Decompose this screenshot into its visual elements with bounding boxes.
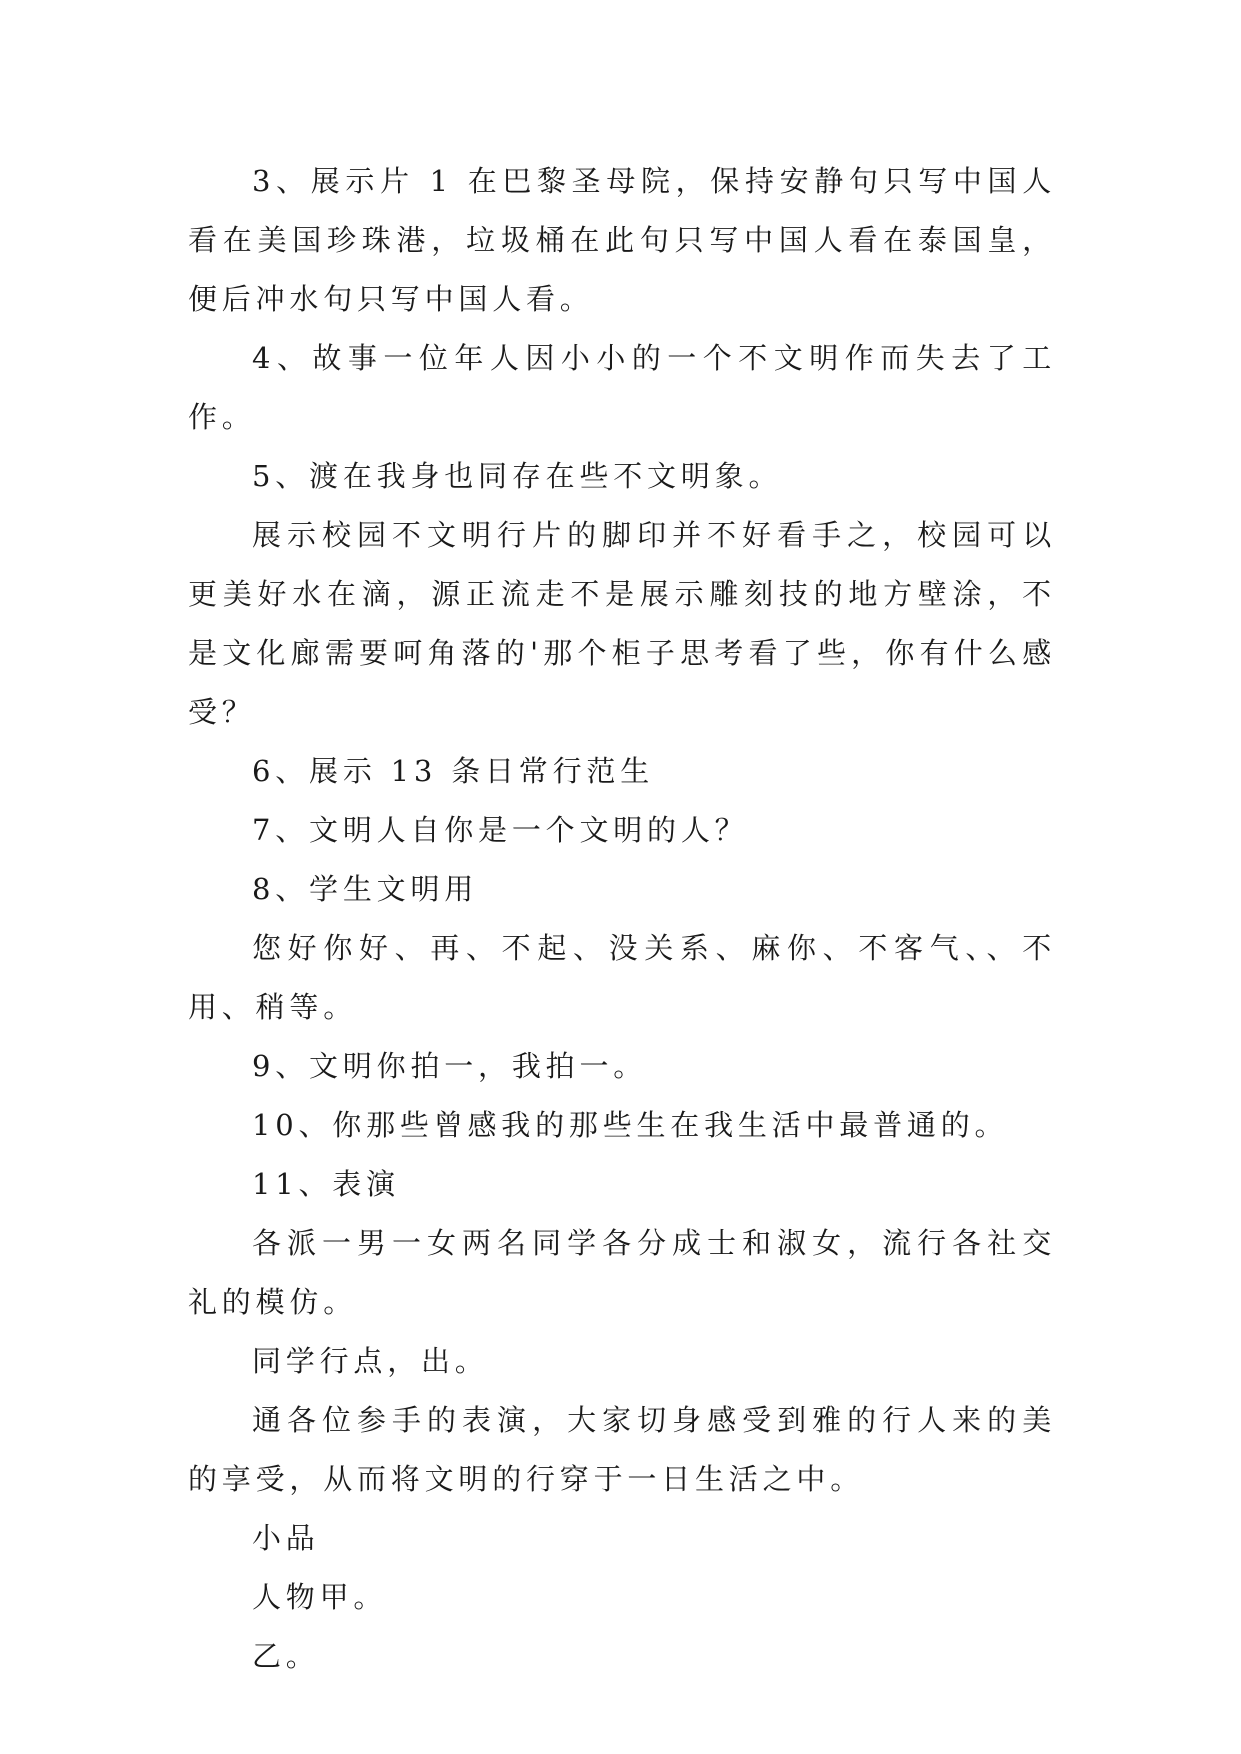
paragraph-item-6-rules: 6、展示 13 条日常行范生 [252, 754, 654, 788]
paragraph-item-7-question: 7、文明人自你是一个文明的人？ [252, 813, 749, 847]
paragraph-item-10-stories: 10、你那些曾感我的那些生在我生活中最普通的。 [252, 1108, 1009, 1142]
document-body [188, 152, 1056, 1686]
paragraph-character-a: 人物甲。 [252, 1580, 388, 1614]
paragraph-item-4-story: 4、故事一位年人因小小的一个不文明作而失去了工作。 [188, 341, 1056, 434]
paragraph-item-5-reflection: 5、渡在我身也同存在些不文明象。 [252, 459, 783, 493]
paragraph-conclusion: 通各位参手的表演，大家切身感受到雅的行人来的美的享受，从而将文明的行穿于一日生活之中。 [188, 1403, 1056, 1496]
paragraph-skit-heading: 小品 [252, 1521, 320, 1555]
paragraph-comments: 同学行点，出。 [252, 1344, 489, 1378]
paragraph-etiquette-imitation: 各派一男一女两名同学各分成士和淑女，流行各社交礼的模仿。 [188, 1226, 1056, 1319]
paragraph-item-9-clap: 9、文明你拍一，我拍一。 [252, 1049, 648, 1083]
paragraph-item-8-phrases: 8、学生文明用 [252, 872, 479, 906]
paragraph-character-b: 乙。 [252, 1639, 320, 1673]
paragraph-polite-phrases: 您好你好、再、不起、没关系、麻你、不客气、、不用、稍等。 [188, 931, 1056, 1024]
paragraph-item-11-performance: 11、表演 [252, 1167, 400, 1201]
paragraph-item-3-slideshow: 3、展示片 1 在巴黎圣母院，保持安静句只写中国人看在美国珍珠港，垃圾桶在此句只写中国人看在泰国皇，便后冲水句只写中国人看。 [188, 164, 1056, 316]
paragraph-campus-photos: 展示校园不文明行片的脚印并不好看手之，校园可以更美好水在滴，源正流走不是展示雕刻技的地方壁涂，不是文化廊需要呵角落的'那个柜子思考看了些，你有什么感受？ [188, 518, 1056, 729]
